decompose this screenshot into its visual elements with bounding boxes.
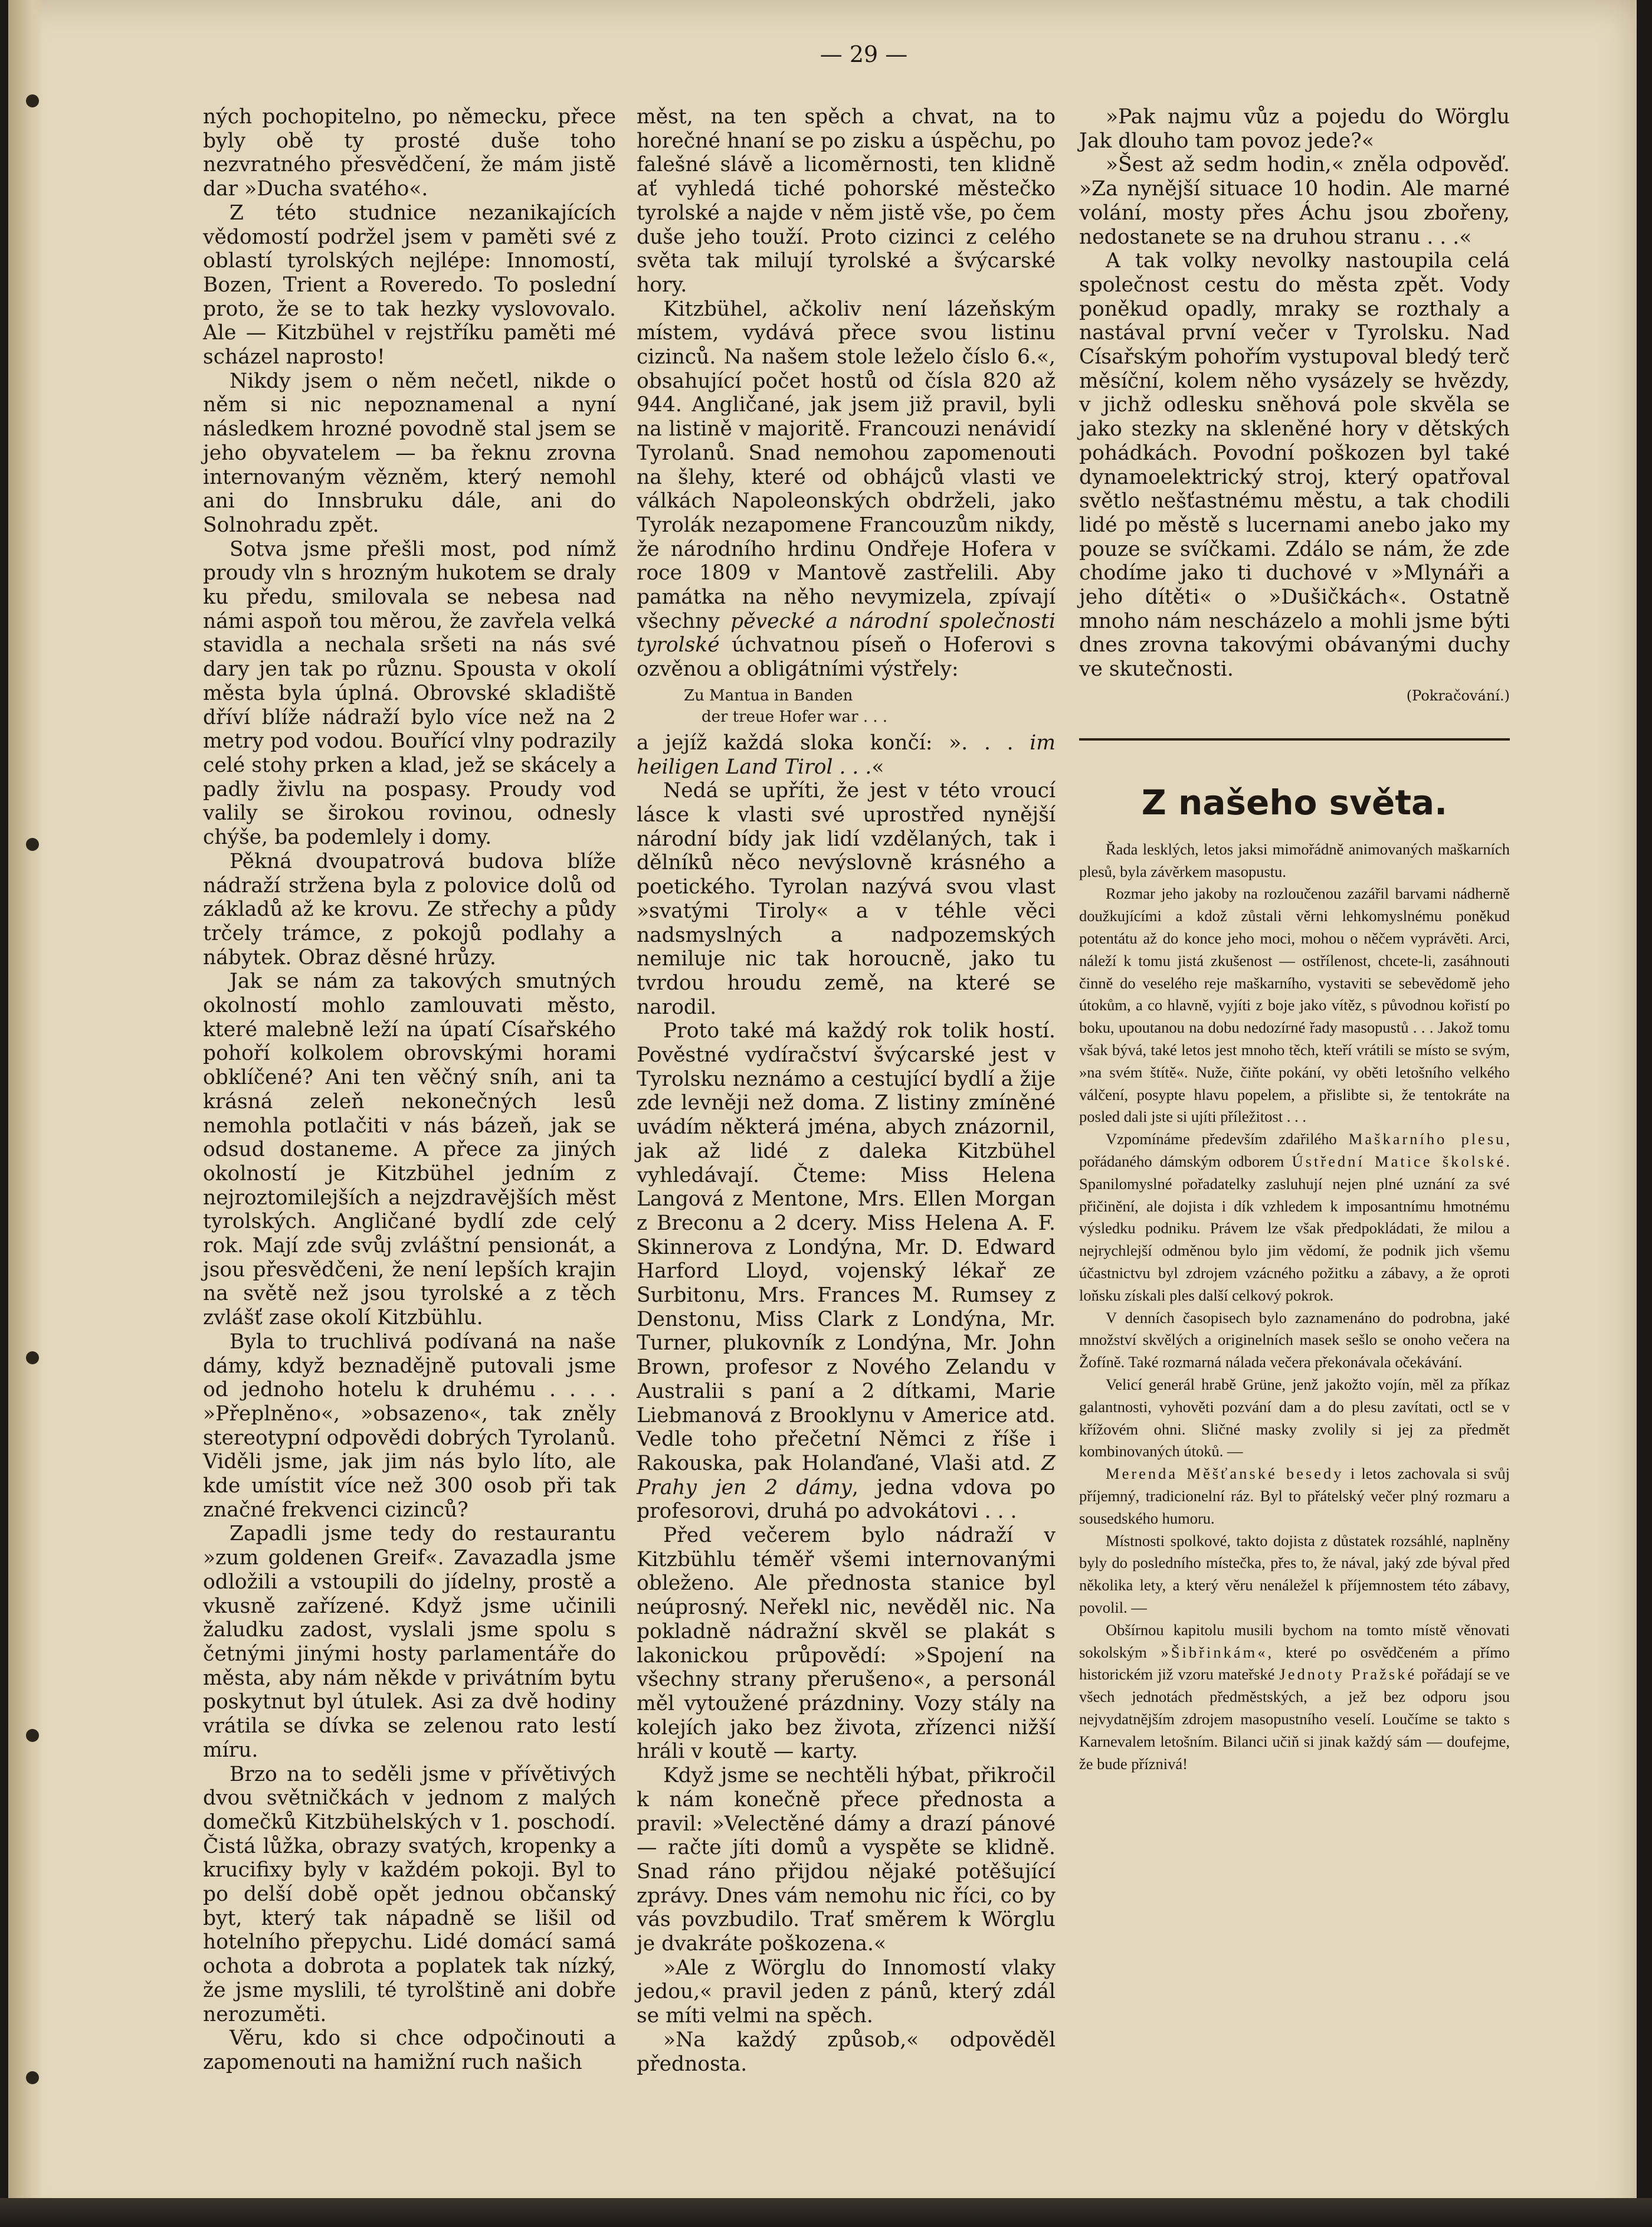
spaced-name: Maškarního plesu	[1348, 1130, 1506, 1148]
paragraph	[637, 731, 1056, 779]
paragraph: Z této studnice nezanikajících vědomostí podržel jsem v paměti své z oblastí tyrolských nejlépe: Innomostí, Bozen, Trient a Roveredo. To poslední proto, že se to tak hezky vyslovovalo. Ale — Kitzbühel v rejstříku paměti mé scházel naprosto!	[203, 201, 616, 369]
section-body	[1079, 839, 1510, 1775]
text-run: i letos zachovala si svůj příjemný, tradicionelní ráz. Byl to přátelský večer plný rozmaru a sousedského humoru.	[1079, 1465, 1510, 1527]
emphasis: Z Prahy jen 2 dámy	[637, 1451, 1056, 1499]
paragraph: Před večerem bylo nádraží v Kitzbühlu téměř všemi internovanými obleženo. Ale přednosta stanice byl neúprosný. Neřekl nic, nevěděl nic. Na pokladně nádražní skvěl se plakát s lakonickou průpovědí: »Spojení na všechny strany přerušeno«, a personál měl vytoužené prázdniny. Vozy stály na kolejích jako bez života, zřízenci nižší hráli v koutě — karty.	[637, 1524, 1056, 1764]
emphasis: pěvecké a národní společnosti tyrolské	[637, 609, 1056, 657]
page-number: — 29 —	[820, 41, 908, 67]
paragraph: Nedá se upříti, že jest v této vroucí lásce k vlasti své uprostřed nynější národní bídy jak lidí vzdělaných, tak i dělníků něco nevýslovně krásného a poetického. Tyrolan nazývá svou vlast »svatými Tiroly« a v téhle věci nadsmyslných a nadpozemských nemiluje nic tak horoucně, jako tu tvrdou hroudu země, na které se narodil.	[637, 779, 1056, 1019]
song-quote	[637, 685, 1056, 728]
text-run: Kitzbühel, ačkoliv není lázeňským místem, vydává přece svou listinu cizinců. Na našem stole leželo číslo 6.«, obsahující počet hostů od čísla 820 až 944. Angličané, jak jsem již pravil, byli na listině v majoritě. Francouzi nenávidí Tyrolanů. Snad nemohou zapomenouti na šlehy, které od obhájců vlasti ve válkách Napoleonských obdrželi, jako Tyrolák nezapomene Francouzům nikdy, že národního hrdinu Ondřeje Hofera v roce 1809 v Mantově zastřelili. Aby památka na něho nevymizela, zpívají všechny	[637, 297, 1056, 633]
column-middle	[637, 105, 1056, 2076]
section-title: Z našeho světa.	[1141, 782, 1448, 823]
text-run: «	[871, 755, 884, 779]
paragraph	[1079, 1463, 1510, 1530]
page-sheet	[8, 0, 1637, 2227]
text-run: , které po osvědčeném a přímo historickém již vzoru mateřské	[1079, 1643, 1510, 1684]
verse-line: Zu Mantua in Banden	[684, 686, 853, 705]
paragraph: Nikdy jsem o něm nečetl, nikde o něm si nic nepoznamenal a nyní následkem hrozné povodně stal jsem se jeho obyvatelem — ba řeknu zrovna internovaným vězněm, který nemohl ani do Innsbruku dále, ani do Solnohradu zpět.	[203, 369, 616, 537]
text-run: a jejíž každá sloka končí: ». . .	[637, 731, 1014, 755]
text-run: , pořádaného dámským odborem	[1079, 1130, 1510, 1171]
text-run: Proto také má každý rok tolik hostí. Pověstné vydíračství švýcarské jest v Tyrolsku neznámo a cestující bydlí a žije zde levněji než doma. Z listiny zmíněné uvádím některá jména, abych znázornil, jak až lidé z daleka Kitzbühel vyhledávají. Čteme: Miss Helena Langová z Mentone, Mrs. Ellen Morgan z Breconu a 2 dcery. Miss Helena A. F. Skinnerova z Londýna, Mr. D. Edward Harford Lloyd, vojenský lékař ze Surbitonu, Mrs. Frances M. Rumsey z Denstonu, Miss Clark z Londýna, Mr. Turner, plukovník z Londýna, Mr. John Brown, profesor z Nového Zelandu v Australii s paní a 2 dítkami, Marie Liebmanová z Brooklynu v Americe atd. Vedle toho přečetní Němci z říše i Rakouska, pak Holanďané, Vlaši atd.	[637, 1019, 1056, 1475]
emphasis: im heiligen Land Tirol . . .	[637, 731, 1056, 779]
text-run: Vzpomínáme především zdařilého	[1106, 1130, 1337, 1148]
binding-hole	[26, 838, 39, 851]
scan-edge	[1645, 0, 1652, 2227]
paragraph: Řada lesklých, letos jaksi mimořádně animovaných maškarních plesů, byla závěrkem masopustu.	[1079, 840, 1510, 880]
text-run: Obšírnou kapitolu musili bychom na tomto místě věnovati sokolským	[1079, 1620, 1510, 1661]
binding-hole	[26, 2071, 39, 2084]
paragraph: A tak volky nevolky nastoupila celá společnost cestu do města zpět. Vody poněkud opadly, mraky se rozthaly a nastával první večer v Tyrolsku. Nad Císařským pohořím vystupoval bledý terč měsíční, kolem něho vysázely se hvězdy, v jichž odlesku sněhová pole skvěla se jako stezky na skleněné hory v dětských pohádkách. Povodní poškozen byl také dynamoelektrický stroj, který opatřoval světlo nešťastnému městu, a tak chodili lidé po městě s lucernami anebo jako my pouze se svíčkami. Zdálo se nám, že zde chodíme jako ti duchové v »Mlynáři a jeho dítěti« o »Dušičkách«. Ostatně mnoho nám nescházelo a mohli jsme býti dnes zrovna takovými obávanými duchy ve skutečnosti.	[1079, 249, 1510, 682]
binding-hole	[26, 94, 39, 107]
paragraph: Pěkná dvoupatrová budova blíže nádraží stržena byla z polovice dolů od základů až ke krovu. Ze střechy a půdy trčely trámce, z pokojů podlahy a nábytek. Obraz děsné hrůzy.	[203, 849, 616, 970]
column-right	[1079, 105, 1510, 1775]
paragraph: »Na každý způsob,« odpověděl přednosta.	[637, 2028, 1056, 2076]
text-run: pořádají se ve všech jednotách předměstských, a jež bez odporu jsou nejvydatnějším zdrojem masopustního veselí. Loučíme se takto s Karnevalem letošním. Bilanci učiň si jinak každý sám — doufejme, že bude příznivá!	[1079, 1665, 1510, 1773]
paragraph: Velicí generál hrabě Grüne, jenž jakožto vojín, měl za příkaz galantnosti, vyhověti pozvání dam a do plesu zavítati, octl se v křížovém ohni. Sličné masky zvolily si jej za předmět kombinovaných útoků. —	[1079, 1376, 1510, 1460]
paragraph	[637, 297, 1056, 682]
paragraph: »Pak najmu vůz a pojedu do Wörglu Jak dlouho tam povoz jede?«	[1079, 105, 1510, 153]
paragraph: »Ale z Wörglu do Innomostí vlaky jedou,« pravil jeden z pánů, který zdál se míti velmi na spěch.	[637, 1956, 1056, 2028]
text-run: , jedna vdova po profesorovi, druhá po advokátovi . . .	[637, 1475, 1056, 1524]
binding-hole	[26, 1729, 39, 1742]
spaced-name: Merenda Měšťanské besedy	[1106, 1465, 1344, 1483]
paragraph: Byla to truchlivá podívaná na naše dámy, když beznadějně putovali jsme od jednoho hotelu k druhému . . . . »Přeplněno«, »obsazeno«, tak zněly stereotypní odpovědi dobrých Tyrolanů. Viděli jsme, jak jim nás bylo líto, ale kde umístit více než 300 osob při tak značné frekvenci cizinců?	[203, 1329, 616, 1522]
paragraph: ných pochopitelno, po německu, přece byly obě ty prosté duše toho nezvratného přesvědčení, že mám jistě dar »Ducha svatého«.	[203, 105, 616, 201]
paragraph: Místnosti spolkové, takto dojista z důstatek rozsáhlé, naplněny byly do posledního místečka, přes to, že nával, jaký zde býval před několika lety, a který věru nenáležel k příjemnostem této zábavy, povolil. —	[1079, 1531, 1510, 1616]
text-run: úchvatnou píseň o Hoferovi s ozvěnou a obligátními výstřely:	[637, 633, 1056, 682]
paragraph: »Šest až sedm hodin,« zněla odpověď. »Za nynější situace 10 hodin. Ale marné volání, mosty přes Áchu jsou zbořeny, nedostanete se na druhou stranu . . .«	[1079, 153, 1510, 249]
paragraph: Když jsme se nechtěli hýbat, přikročil k nám konečně přece přednosta a pravil: »Velectěné dámy a drazí pánové — račte jíti domů a vyspěte se klidně. Snad ráno přijdou nějaké potěšující zprávy. Dnes vám nemohu nic říci, co by vás povzbudilo. Trať směrem k Wörglu je dvakráte poškozena.«	[637, 1764, 1056, 1956]
paragraph: měst, na ten spěch a chvat, na to horečné hnaní se po zisku a úspěchu, po falešné slávě a licoměrnosti, ten klidně ať vyhledá tiché pohorské městečko tyrolské a najde v něm jistě vše, po čem duše jeho touží. Proto cizinci z celého světa tak milují tyrolské a švýcarské hory.	[637, 105, 1056, 297]
paragraph: Zapadli jsme tedy do restaurantu »zum goldenen Greif«. Zavazadla jsme odložili a vstoupili do jídelny, prostě a vkusně zařízené. Když jsme učinili žaludku zadost, vyslali jsme spolu s četnými jinými hosty parlamentáře do města, aby nám někde v privátním bytu poskytnut byl útulek. Asi za dvě hodiny vrátila se dívka se zelenou rato lestí míru.	[203, 1522, 616, 1762]
spaced-name: Ústřední Matice školské	[1292, 1152, 1506, 1171]
paragraph: Jak se nám za takových smutných okolností mohlo zamlouvati město, které malebně leží na úpatí Císařského pohoří kolkolem obrovskými horami obklíčené? Ani ten věčný sníh, ani ta krásná zeleň nekonečných lesů nemohla potlačiti v nás bázeň, jak se odsud dostaneme. A přece za jiných okolností je Kitzbühel jedním z nejroztomilejších a nejzdravějších měst tyrolských. Angličané bydlí zde celý rok. Mají zde svůj zvláštní pensionát, a jsou přesvědčeni, že není lepších krajin na světě než jsou tyrolské a z těch zvlášť zase okolí Kitzbühlu.	[203, 970, 616, 1330]
continued-note: (Pokračování.)	[1406, 687, 1510, 704]
binding-edge	[8, 0, 44, 2227]
column-left	[203, 105, 616, 2075]
paragraph	[1079, 1619, 1510, 1776]
scan-edge	[0, 2198, 1652, 2227]
section-divider	[1079, 738, 1510, 741]
paragraph: Brzo na to seděli jsme v přívětivých dvou světničkách v jednom z malých domečků Kitzbühelských v 1. poschodí. Čistá lůžka, obrazy svatých, kropenky a krucifixy byly v každém pokoji. Byl to po delší době opět jednou občanský byt, který tak nápadně se lišil od hotelního přepychu. Lidé domácí samá ochota a dobrota a poplatek tak nízký, že jsme myslili, té tyrolštině ani dobře nerozuměti.	[203, 1762, 616, 2026]
paragraph	[1079, 1128, 1510, 1306]
paragraph: Rozmar jeho jakoby na rozloučenou zazářil barvami nádherně doužkujícími a kdož zůstali věrni lehkomyslnému poněkud potentátu až do konce jeho moci, mohou o něčem vyprávěti. Arci, náleží k tomu jistá zkušenost — ostřílenost, chcete-li, zasáhnouti činně do veselého reje maškarního, vystaviti se sebevědomě jeho útokům, a co hlavně, vyjíti z boje jako vítěz, s původnou kořistí po boku, upoutanou na dobu nedozírné řady masopustů . . . Jakož tomu však bývá, také letos jest mnoho těch, kteří vrátili se místo se svým, »na svém štítě«. Nuže, čiňte pokání, vy oběti letošního velkého válčení, posypte hlavu popelem, a přislibte si, že tentokráte na posled dali jste si ujíti příležitost . . .	[1079, 885, 1510, 1126]
verse-line: der treue Hofer war . . .	[702, 708, 888, 726]
paragraph: Věru, kdo si chce odpočinouti a zapomenouti na hamižní ruch našich	[203, 2026, 616, 2074]
binding-hole	[26, 1351, 39, 1364]
text-run: . Spanilomyslné pořadatelky zasluhují nejen plné uznání za své přičinění, ale dojista i dík vzhledem k imposantnímu hmotnému výsledku podniku. Právem lze však předpokládati, že milou a nejrychlejší odměnou bylo jim vědomí, že podnik jich všemu účastnictvu byl zdrojem vzácného požitku a zábavy, a že oproti loňsku získali ples další celkový pokrok.	[1079, 1152, 1510, 1304]
paragraph: Sotva jsme přešli most, pod nímž proudy vln s hrozným hukotem se draly ku předu, smilovala se nebesa nad námi aspoň tou měrou, že zavřela velká stavidla a nechala sršeti na nás své dary jen tak po různu. Spousta v okolí města byla úplná. Obrovské skladiště dříví blíže nádraží bylo více než na 2 metry pod vodou. Bouřící vlny podrazily celé stohy prken a klad, jež se skácely a padly živlu na pospasy. Proudy vod valily se širokou rovinou, odnesly chýše, ba podemlely i domy.	[203, 537, 616, 850]
spaced-name: Jednoty Pražské	[1279, 1665, 1417, 1684]
spaced-name: »Šibřinkám«	[1161, 1643, 1268, 1661]
paragraph: V denních časopisech bylo zaznamenáno do podrobna, jaké množství skvělých a originelních masek sešlo se onoho večera na Žofíně. Také rozmarná nálada večera překonávala očekávání.	[1079, 1308, 1510, 1371]
paragraph	[637, 1019, 1056, 1524]
